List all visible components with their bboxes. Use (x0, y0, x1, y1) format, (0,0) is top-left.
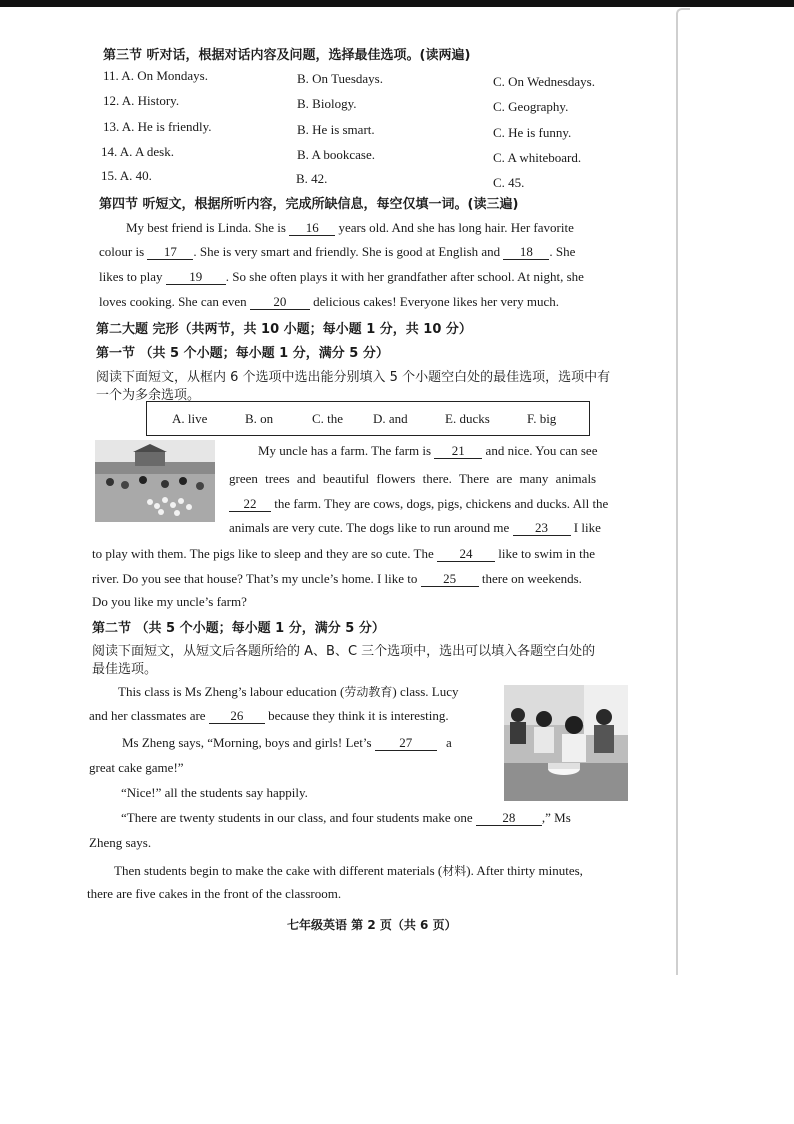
blank-23[interactable]: 23 (513, 521, 571, 536)
section3-heading: 第三节 听对话，根据对话内容及问题，选择最佳选项。(读两遍) (103, 48, 471, 63)
box-option-d: D. and (373, 411, 408, 426)
q15-option-b: B. 42. (296, 171, 328, 186)
farm-photo (95, 440, 215, 522)
passage3-line5: “Nice!” all the students say happily. (121, 785, 308, 800)
passage2-line5: to play with them. The pigs like to sleep and they are so cute. The 24 like to swim in the (92, 546, 596, 561)
classroom-illustration (504, 685, 628, 801)
page-footer: 七年级英语 第 2 页（共 6 页） (287, 918, 457, 932)
blank-17[interactable]: 17 (147, 245, 193, 260)
part2-sec2-heading: 第二节 （共 5 个小题；每小题 1 分，满分 5 分） (92, 621, 385, 636)
box-option-a: A. live (172, 411, 208, 426)
q11-option-a: 11. A. On Mondays. (103, 68, 208, 83)
blank-28[interactable]: 28 (476, 811, 542, 826)
classroom-photo (504, 685, 628, 801)
passage3-line9: there are five cakes in the front of the classroom. (87, 886, 342, 901)
q13-option-b: B. He is smart. (297, 122, 375, 137)
box-option-f: F. big (527, 411, 557, 426)
q11-option-c: C. On Wednesdays. (493, 74, 595, 89)
q14-option-a: 14. A. A desk. (101, 144, 174, 159)
q14-option-c: C. A whiteboard. (493, 150, 582, 165)
part2-heading: 第二大题 完形（共两节，共 10 小题；每小题 1 分，共 10 分） (96, 322, 472, 337)
q13-option-a: 13. A. He is friendly. (103, 119, 212, 134)
passage2-line4: animals are very cute. The dogs like to run around me 23 I like (229, 520, 601, 535)
q15-option-c: C. 45. (493, 175, 525, 190)
q13-option-c: C. He is funny. (493, 125, 572, 140)
passage1-line1: My best friend is Linda. She is 16 years old. And she has long hair. Her favorite (126, 220, 574, 235)
part2-sec2-instruction-1: 阅读下面短文，从短文后各题所给的 A、B、C 三个选项中，选出可以填入各题空白处的 (92, 644, 596, 659)
blank-25[interactable]: 25 (421, 572, 479, 587)
passage3-line2: and her classmates are 26 because they think it is interesting. (89, 708, 449, 723)
q12-option-a: 12. A. History. (103, 93, 180, 108)
blank-19[interactable]: 19 (166, 270, 226, 285)
part2-sec2-instruction-2: 最佳选项。 (92, 662, 158, 677)
passage2-line6: river. Do you see that house? That’s my uncle’s home. I like to 25 there on weekends. (92, 571, 582, 586)
passage1-line2: colour is 17 . She is very smart and friendly. She is good at English and 18 . She (99, 244, 576, 259)
passage3-line1: This class is Ms Zheng’s labour education (劳动教育) class. Lucy (118, 684, 459, 699)
passage3-line6: “There are twenty students in our class, and four students make one 28 ,” Ms (121, 810, 571, 825)
q12-option-b: B. Biology. (297, 96, 357, 111)
q14-option-b: B. A bookcase. (297, 147, 375, 162)
passage1-line3: likes to play 19 . So she often plays it with her grandfather after school. At night, she (99, 269, 584, 284)
blank-26[interactable]: 26 (209, 709, 265, 724)
part2-sec1-heading: 第一节 （共 5 个小题；每小题 1 分，满分 5 分） (96, 346, 389, 361)
passage1-line4: loves cooking. She can even 20 delicious cakes! Everyone likes her very much. (99, 294, 559, 309)
box-option-c: C. the (312, 411, 344, 426)
q12-option-c: C. Geography. (493, 99, 569, 114)
word-options-box (146, 401, 590, 436)
passage2-line1: My uncle has a farm. The farm is 21 and nice. You can see (258, 443, 598, 458)
blank-18[interactable]: 18 (503, 245, 549, 260)
part2-sec1-instruction-2: 一个为多余选项。 (96, 388, 201, 403)
blank-21[interactable]: 21 (434, 444, 482, 459)
passage3-line4: great cake game!” (89, 760, 184, 775)
q15-option-a: 15. A. 40. (101, 168, 152, 183)
passage3-line8: Then students begin to make the cake with different materials (材料). After thirty minutes, (114, 863, 583, 878)
blank-22[interactable]: 22 (229, 497, 271, 512)
passage2-line7: Do you like my uncle’s farm? (92, 594, 247, 609)
passage2-line3: 22 the farm. They are cows, dogs, pigs, chickens and ducks. All the (229, 496, 608, 512)
box-option-e: E. ducks (445, 411, 490, 426)
farm-illustration (95, 440, 215, 522)
passage2-line2: green trees and beautiful flowers there. There are many animals (229, 471, 597, 486)
blank-27[interactable]: 27 (375, 736, 437, 751)
box-option-b: B. on (245, 411, 274, 426)
part2-sec1-instruction-1: 阅读下面短文，从框内 6 个选项中选出能分别填入 5 个小题空白处的最佳选项，选项中有 (96, 370, 611, 385)
section4-heading: 第四节 听短文，根据所听内容，完成所缺信息，每空仅填一词。(读三遍) (99, 197, 519, 212)
passage3-line3: Ms Zheng says, “Morning, boys and girls! Let’s 27 a (122, 735, 452, 750)
blank-24[interactable]: 24 (437, 547, 495, 562)
q11-option-b: B. On Tuesdays. (297, 71, 383, 86)
blank-20[interactable]: 20 (250, 295, 310, 310)
passage3-line7: Zheng says. (89, 835, 152, 850)
blank-16[interactable]: 16 (289, 221, 335, 236)
